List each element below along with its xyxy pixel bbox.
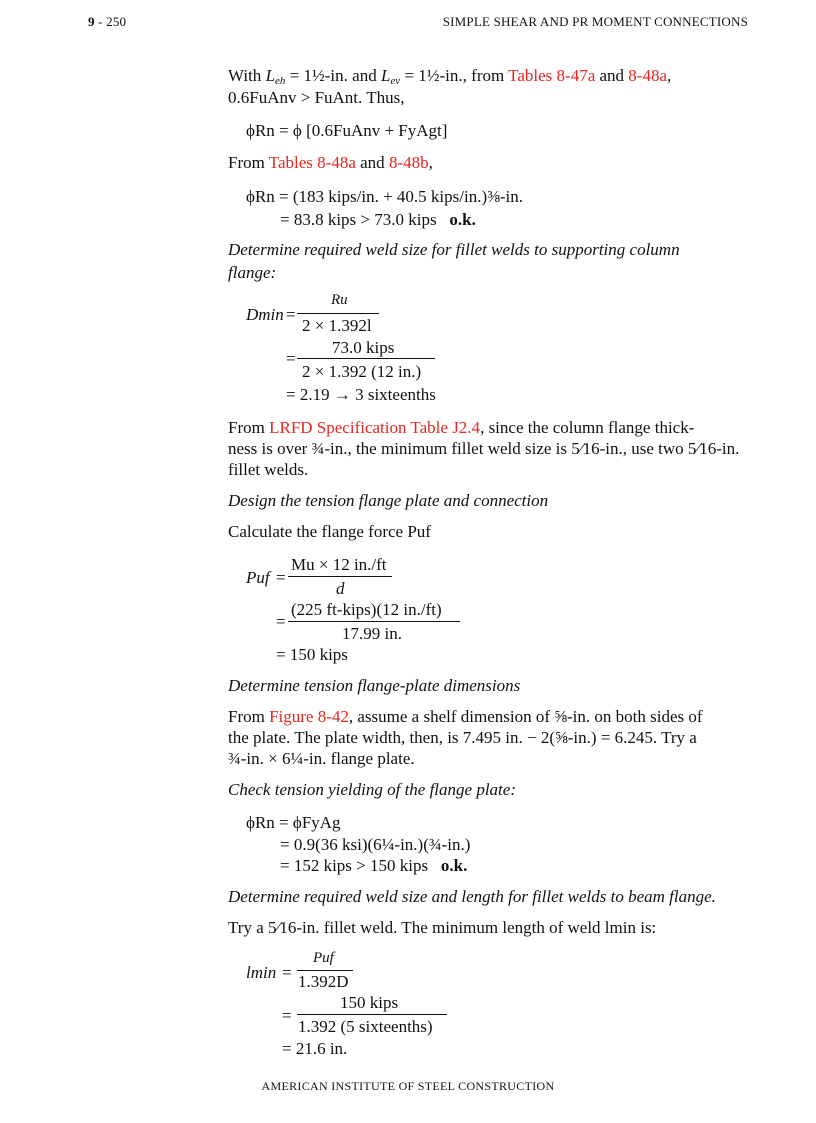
lmin-lhs: lmin: [246, 963, 277, 982]
lmin-denominator-1: 1.392D: [298, 972, 349, 991]
try-weld-line: Try a 5⁄16-in. fillet weld. The minimum length of weld lmin is:: [228, 918, 657, 937]
weld-beam-heading: Determine required weld size and length for fillet welds to beam flange.: [228, 887, 716, 906]
dmin-equals: =: [286, 305, 296, 324]
dmin-numerator-2: 73.0 kips: [332, 338, 395, 357]
weld-heading-line-2: flange:: [228, 263, 277, 282]
link-figure-8-42[interactable]: Figure 8-42: [269, 707, 349, 726]
calc-force-line: Calculate the flange force Puf: [228, 522, 431, 541]
tension-heading: Design the tension flange plate and connection: [228, 491, 549, 510]
lmin-numerator-1: Puf: [313, 950, 334, 966]
link-tables-8-47a[interactable]: Tables 8-47a: [508, 66, 596, 85]
equation-phiRn-2-line-1: ϕRn = (183 kips/in. + 40.5 kips/in.)⅜-in.: [246, 187, 523, 206]
equation-phiRn-2-line-2: = 83.8 kips > 73.0 kips o.k.: [280, 210, 476, 229]
intro-line-1: With $L_{eh}$ = 1½-in. and $L_{ev}$ = 1½-in., from Tables 8-47a and 8-48a,: [228, 66, 672, 87]
fraction-bar: [297, 358, 435, 359]
fraction-bar: [288, 621, 460, 622]
equation-phiRn-3-line-1: ϕRn = ϕFyAg: [246, 813, 341, 832]
figure-line-1: From Figure 8-42, assume a shelf dimension of ⅝-in. on both sides of: [228, 707, 703, 726]
dmin-denominator-1: 2 × 1.392l: [302, 316, 372, 335]
weld-heading-line-1: Determine required weld size for fillet welds to supporting column: [228, 240, 680, 259]
lrfd-line-2: ness is over ¾-in., the minimum fillet weld size is 5⁄16-in., use two 5⁄16-in.: [228, 439, 740, 458]
fraction-bar: [297, 970, 353, 971]
link-8-48a[interactable]: 8-48a: [628, 66, 668, 85]
lmin-denominator-2: 1.392 (5 sixteenths): [298, 1017, 433, 1036]
running-title: SIMPLE SHEAR AND PR MOMENT CONNECTIONS: [442, 14, 748, 29]
dims-heading: Determine tension flange-plate dimensions: [228, 676, 521, 695]
puf-numerator-1: Mu × 12 in./ft: [291, 555, 387, 574]
lmin-numerator-2: 150 kips: [340, 993, 399, 1012]
lmin-result: = 21.6 in.: [282, 1039, 348, 1058]
fraction-bar: [288, 576, 392, 577]
page-footer: AMERICAN INSTITUTE OF STEEL CONSTRUCTION: [261, 1079, 555, 1093]
puf-denominator-1: d: [336, 579, 345, 598]
puf-numerator-2: (225 ft-kips)(12 in./ft): [291, 600, 442, 619]
link-tables-8-48a[interactable]: Tables 8-48a: [268, 153, 356, 172]
yield-heading: Check tension yielding of the flange plate:: [228, 780, 516, 799]
puf-result: = 150 kips: [276, 645, 348, 664]
dmin-denominator-2: 2 × 1.392 (12 in.): [302, 362, 422, 381]
equation-phiRn-3-line-3: = 152 kips > 150 kips o.k.: [280, 856, 468, 875]
dmin-numerator-1: Ru: [331, 292, 348, 308]
equation-phiRn-1: ϕRn = ϕ [0.6FuAnv + FyAgt]: [246, 121, 448, 140]
lmin-equals-2: =: [282, 1006, 292, 1025]
puf-equals-2: =: [276, 612, 286, 631]
dmin-equals-2: =: [286, 349, 296, 368]
dmin-lhs: Dmin: [246, 305, 284, 324]
page-number: 9 - 250: [88, 14, 127, 29]
equation-phiRn-3-line-2: = 0.9(36 ksi)(6¼-in.)(¾-in.): [280, 835, 471, 854]
link-8-48b[interactable]: 8-48b: [388, 153, 429, 172]
dmin-result: = 2.19 → 3 sixteenths: [286, 385, 436, 404]
puf-denominator-2: 17.99 in.: [342, 624, 402, 643]
from-tables-line: From Tables 8-48a and 8-48b,: [228, 153, 433, 172]
figure-line-3: ¾-in. × 6¼-in. flange plate.: [228, 749, 415, 768]
fraction-bar: [297, 1014, 447, 1015]
lmin-equals: =: [282, 963, 292, 982]
fraction-bar: [297, 313, 379, 314]
link-lrfd-table-j2-4[interactable]: LRFD Specification Table J2.4: [269, 418, 481, 437]
lrfd-line-1: From LRFD Specification Table J2.4, since the column flange thick-: [228, 418, 695, 437]
lrfd-line-3: fillet welds.: [228, 460, 309, 479]
puf-lhs: Puf: [246, 568, 270, 587]
puf-equals: =: [276, 568, 286, 587]
intro-line-2: 0.6FuAnv > FuAnt. Thus,: [228, 88, 405, 107]
figure-line-2: the plate. The plate width, then, is 7.495 in. − 2(⅝-in.) = 6.245. Try a: [228, 728, 697, 747]
